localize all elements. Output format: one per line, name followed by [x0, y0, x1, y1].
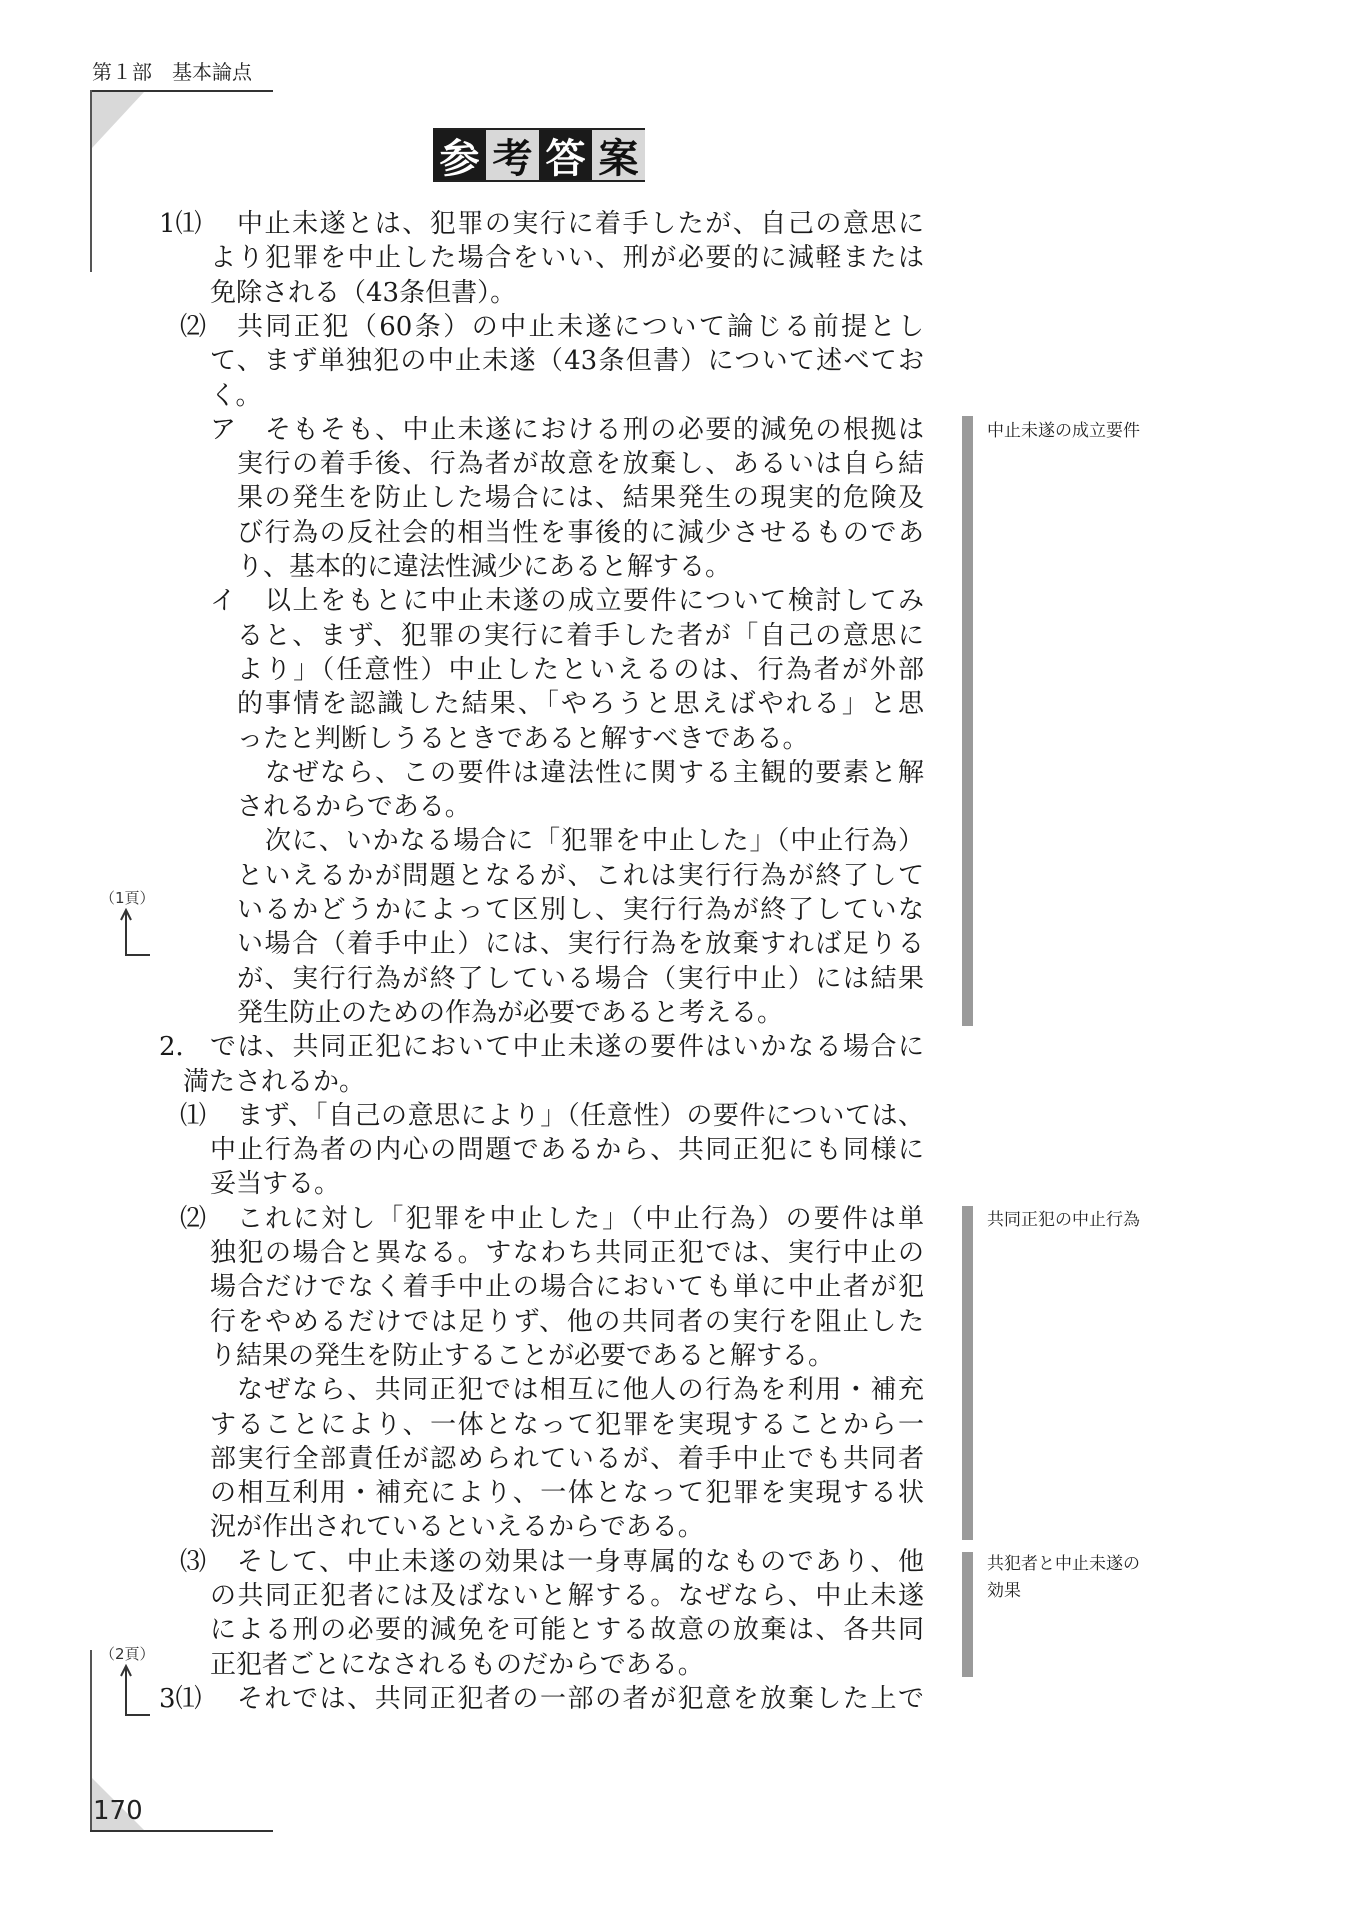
margin-bar — [962, 416, 973, 1026]
text-line: く。 — [210, 380, 262, 411]
text-line: ったと判断しうるときであると解すべきである。 — [237, 723, 809, 754]
page-marker: （2頁） — [100, 1645, 155, 1663]
text-line: といえるかが問題となるが、これは実行行為が終了して — [237, 860, 924, 891]
item-label: ⑵ — [180, 1203, 207, 1234]
text-line: が、実行行為が終了している場合（実行中止）には結果 — [237, 963, 924, 994]
text-line: それでは、共同正犯者の一部の者が犯意を放棄した上で — [237, 1683, 924, 1714]
title-char: 案 — [592, 130, 645, 180]
page-title — [433, 128, 645, 182]
text-line: より」（任意性）中止したといえるのは、行為者が外部 — [237, 654, 924, 685]
corner-triangle-top — [92, 92, 148, 152]
item-label: 2． — [159, 1032, 202, 1063]
margin-note: 共同正犯の中止行為 — [987, 1210, 1140, 1230]
text-line: 況が作出されているといえるからである。 — [210, 1512, 704, 1543]
margin-note — [987, 1551, 1140, 1605]
text-line: て、まず単独犯の中止未遂（43条但書）について述べてお — [210, 346, 924, 377]
item-label: イ — [210, 586, 237, 617]
bottom-frame-rule — [90, 1830, 273, 1832]
text-line: 独犯の場合と異なる。すなわち共同正犯では、実行中止の — [210, 1238, 924, 1268]
text-line: 実行の着手後、行為者が故意を放棄し、あるいは自ら結 — [237, 449, 924, 480]
text-line: することにより、一体となって犯罪を実現することから一 — [210, 1409, 924, 1440]
text-line: による刑の必要的減免を可能とする故意の放棄は、各共同 — [210, 1615, 924, 1646]
text-line: なぜなら、共同正犯では相互に他人の行為を利用・補充 — [237, 1375, 924, 1406]
text-line: そして、中止未遂の効果は一身専属的なものであり、他 — [237, 1546, 924, 1577]
text-line: 妥当する。 — [210, 1169, 341, 1200]
text-line: び行為の反社会的相当性を事後的に減少させるものであ — [237, 517, 924, 548]
text-line: では、共同正犯において中止未遂の要件はいかなる場合に — [210, 1032, 924, 1063]
item-label: ⑶ — [180, 1546, 207, 1577]
text-line: なぜなら、この要件は違法性に関する主観的要素と解 — [265, 757, 924, 788]
margin-bar — [962, 1206, 973, 1540]
text-line: り結果の発生を防止することが必要であると解する。 — [210, 1340, 835, 1371]
text-line: されるからである。 — [237, 792, 471, 823]
title-char: 考 — [486, 130, 539, 180]
text-line: 正犯者ごとになされるものだからである。 — [210, 1649, 704, 1680]
item-label: 3⑴ — [159, 1683, 202, 1714]
item-label: 1⑴ — [159, 209, 202, 239]
text-line: そもそも、中止未遂における刑の必要的減免の根拠は — [265, 414, 924, 445]
text-line: より犯罪を中止した場合をいい、刑が必要的に減軽または — [210, 243, 924, 274]
text-line: の共同正犯者には及ばないと解する。なぜなら、中止未遂 — [210, 1581, 924, 1611]
margin-note-line: 効果 — [987, 1581, 1021, 1601]
text-line: り、基本的に違法性減少にあると解する。 — [237, 552, 732, 582]
text-line: 免除される（43条但書）。 — [210, 277, 517, 308]
text-line: ると、まず、犯罪の実行に着手した者が「自己の意思に — [237, 620, 924, 651]
text-line: 果の発生を防止した場合には、結果発生の現実的危険及 — [237, 483, 924, 514]
margin-bar — [962, 1552, 973, 1677]
chapter-header: 第１部 基本論点 — [92, 60, 252, 84]
text-line: 的事情を認識した結果、「やろうと思えばやれる」と思 — [237, 689, 924, 720]
item-label: ア — [210, 414, 237, 445]
text-line: 以上をもとに中止未遂の成立要件について検討してみ — [265, 586, 924, 617]
page-marker: （1頁） — [100, 889, 155, 907]
arrow-up-icon — [118, 908, 154, 958]
text-line: の相互利用・補充により、一体となって犯罪を実現する状 — [210, 1478, 924, 1509]
text-line: 中止未遂とは、犯罪の実行に着手したが、自己の意思に — [237, 209, 924, 239]
margin-note: 中止未遂の成立要件 — [987, 421, 1140, 441]
text-line: 中止行為者の内心の問題であるから、共同正犯にも同様に — [210, 1135, 924, 1166]
text-line: 共同正犯（60条）の中止未遂について論じる前提とし — [237, 311, 924, 342]
text-line: 行をやめるだけでは足りず、他の共同者の実行を阻止した — [210, 1306, 924, 1337]
arrow-up-icon — [118, 1664, 154, 1720]
page-number: 170 — [93, 1796, 143, 1826]
text-line: 満たされるか。 — [183, 1066, 366, 1097]
text-line: 部実行全部責任が認められているが、着手中止でも共同者 — [210, 1443, 924, 1474]
text-line: 発生防止のための作為が必要であると考える。 — [237, 997, 784, 1028]
text-line: 場合だけでなく着手中止の場合においても単に中止者が犯 — [210, 1272, 924, 1303]
text-line: 次に、いかなる場合に「犯罪を中止した」（中止行為） — [265, 826, 924, 857]
title-char: 参 — [433, 130, 486, 180]
item-label: ⑴ — [180, 1100, 207, 1131]
text-line: いるかどうかによって区別し、実行行為が終了していな — [237, 895, 924, 925]
margin-note-line: 共犯者と中止未遂の — [987, 1554, 1140, 1574]
text-line: い場合（着手中止）には、実行行為を放棄すれば足りる — [237, 929, 924, 960]
text-line: これに対し「犯罪を中止した」（中止行為）の要件は単 — [237, 1203, 924, 1234]
text-line: まず、「自己の意思により」（任意性）の要件については、 — [237, 1100, 924, 1131]
item-label: ⑵ — [180, 311, 207, 342]
title-char: 答 — [539, 130, 592, 180]
